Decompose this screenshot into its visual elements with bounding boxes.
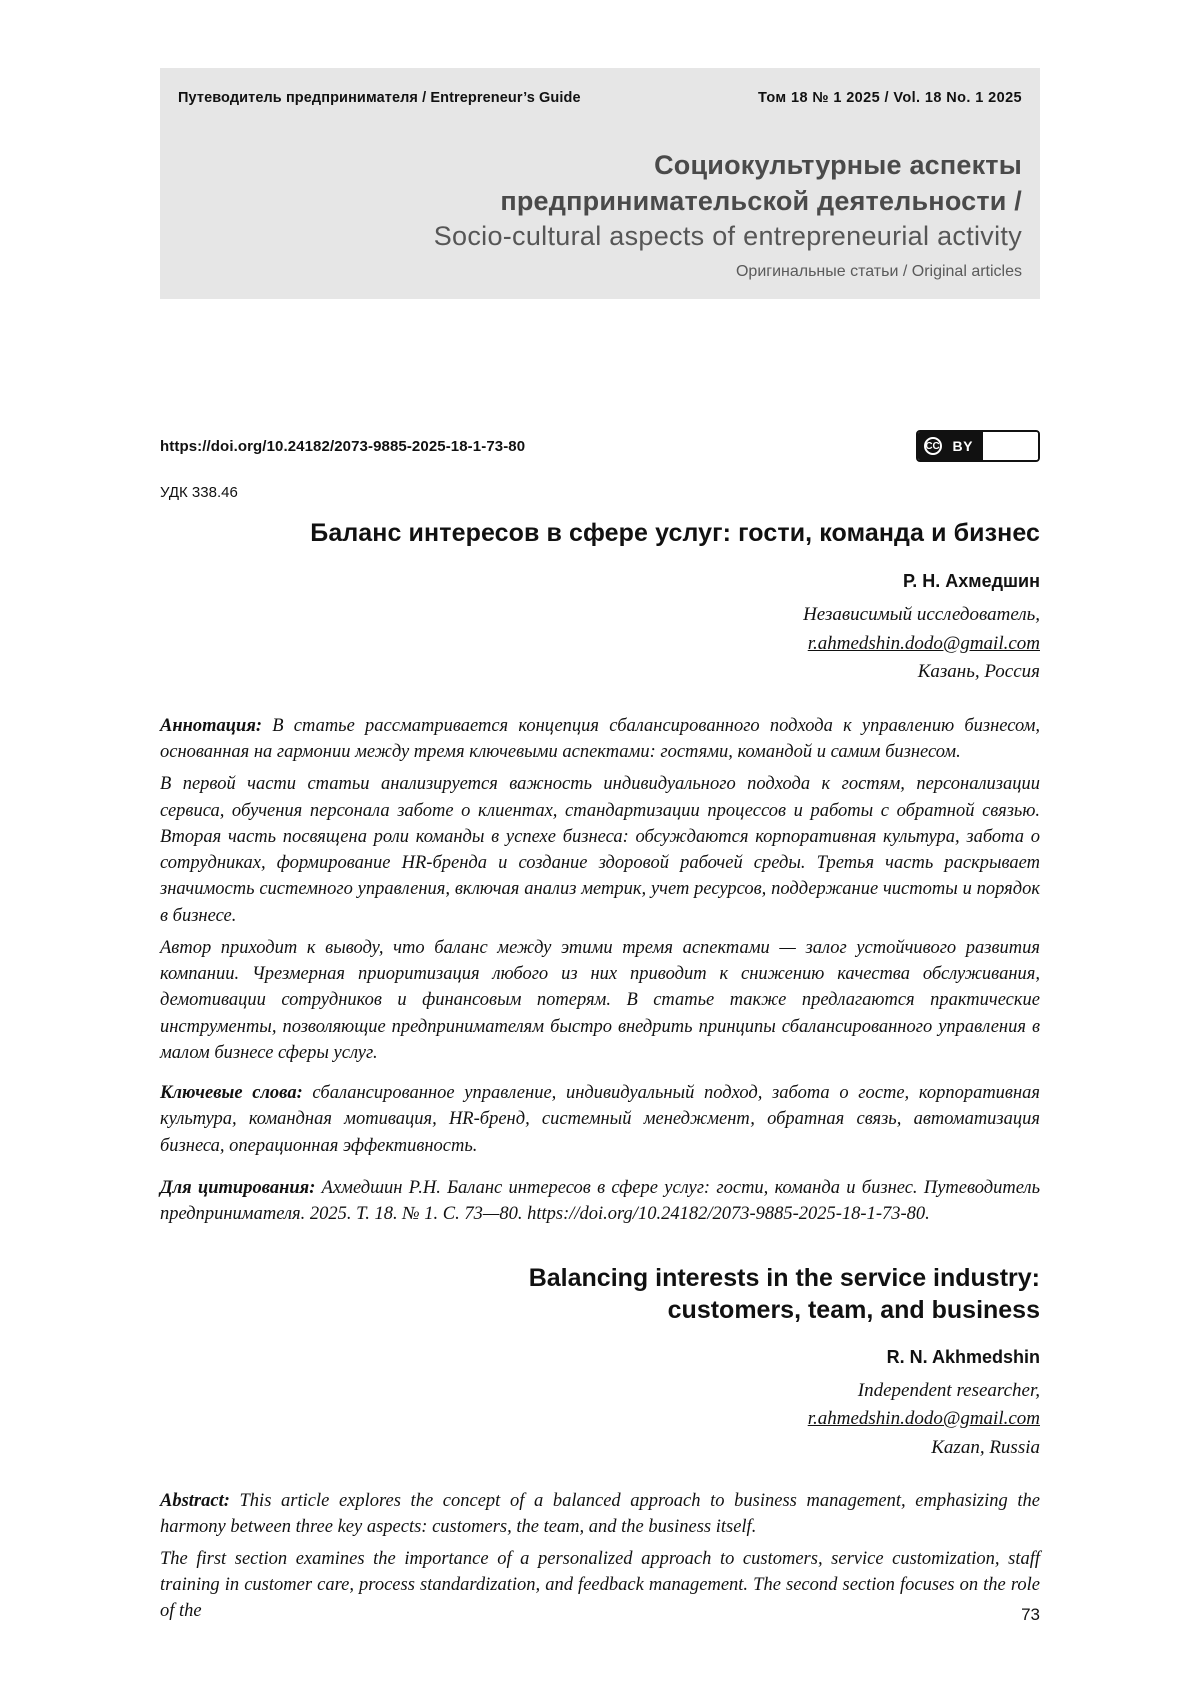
keywords-text-ru: сбалансированное управление, индивидуальный подход, забота о госте, корпоративная культура, командная мотивация, HR-бренд, системный менеджмент, обратная связь, автоматизация бизнеса, операционная эффективность. bbox=[160, 1083, 1040, 1156]
cc-by-label: BY bbox=[951, 432, 983, 460]
abstract-ru-paragraph-2: В первой части статьи анализируется важность индивидуального подхода к гостям, персонализации сервиса, обучения персонала заботе о клиентах, стандартизации процессов и работы с обратной связью. Вторая часть посвящена роли команды в успехе бизнеса: обсуждаются корпоративная культура, забота о сотрудниках, формирование HR-бренда и создание здоровой рабочей среды. Третья часть раскрывает значимость системного управления, включая анализ метрик, учет ресурсов, поддержание чистоты и порядок в бизнесе. bbox=[160, 774, 1040, 926]
author-city-en: Kazan, Russia bbox=[931, 1436, 1040, 1458]
abstract-en-paragraph-1 bbox=[160, 1488, 1040, 1541]
article-title-en-line2: customers, team, and business bbox=[667, 1296, 1040, 1325]
section-heading bbox=[178, 148, 1022, 255]
abstract-label-ru: Аннотация: bbox=[160, 715, 263, 736]
doi-row bbox=[160, 430, 1040, 462]
abstract-ru-text-1: В статье рассматривается концепция сбалансированного подхода к управлению бизнесом, основанная на гармонии между тремя ключевыми аспектами: гостями, командой и самим бизнесом. bbox=[160, 715, 1040, 763]
abstract-label-en: Abstract: bbox=[160, 1491, 230, 1512]
abstract-en bbox=[160, 1488, 1040, 1624]
abstract-en-paragraph-2: The first section examines the importance of a personalized approach to customers, service customization, staff training in customer care, process standardization, and feedback management. The second section focuses on the role of the bbox=[160, 1548, 1040, 1622]
abstract-ru-paragraph-1 bbox=[160, 713, 1040, 766]
author-email-ru[interactable]: r.ahmedshin.dodo@gmail.com bbox=[807, 632, 1040, 654]
affiliation-text-ru: Независимый исследователь, bbox=[803, 604, 1040, 626]
section-heading-en: Socio-cultural aspects of entrepreneurial activity bbox=[433, 221, 1022, 252]
abstract-ru bbox=[160, 713, 1040, 1066]
cc-badge-tail bbox=[983, 432, 1038, 460]
article-title-en-line1: Balancing interests in the service industry: bbox=[528, 1263, 1040, 1292]
abstract-ru-paragraph-3: Автор приходит к выводу, что баланс между этими тремя аспектами — залог устойчивого развития компании. Чрезмерная приоритизация любого из них приводит к снижению качества обслуживания, демотивации сотрудников и финансовым потерям. В статье также предлагаются практические инструменты, позволяющие предпринимателям быстро внедрить принципы сбалансированного управления в малом бизнесе сферы услуг. bbox=[160, 937, 1040, 1063]
udk-code: УДК 338.46 bbox=[160, 484, 238, 501]
cc-circle-label: CC bbox=[924, 437, 942, 455]
article-affiliation-en bbox=[160, 1377, 1040, 1463]
article-author-en: R. N. Akhmedshin bbox=[886, 1346, 1040, 1367]
cc-icon bbox=[918, 432, 951, 460]
article-title-ru: Баланс интересов в сфере услуг: гости, команда и бизнес bbox=[310, 519, 1040, 547]
article-affiliation-ru bbox=[160, 601, 1040, 687]
journal-title: Путеводитель предпринимателя / Entrepreneur’s Guide bbox=[178, 90, 581, 106]
affiliation-text-en: Independent researcher, bbox=[857, 1379, 1040, 1401]
doi-link[interactable]: https://doi.org/10.24182/2073-9885-2025-18-1-73-80 bbox=[160, 437, 526, 455]
journal-header-top bbox=[178, 90, 1022, 106]
abstract-en-text-1: This article explores the concept of a balanced approach to business management, emphasizing the harmony between three key aspects: customers, the team, and the business itself. bbox=[160, 1491, 1040, 1538]
citation-ru bbox=[160, 1175, 1040, 1228]
author-email-en[interactable]: r.ahmedshin.dodo@gmail.com bbox=[807, 1408, 1040, 1430]
section-heading-ru-line1: Социокультурные аспекты bbox=[654, 150, 1022, 180]
article-ru bbox=[160, 518, 1040, 1629]
citation-text-ru: Ахмедшин Р.Н. Баланс интересов в сфере услуг: гости, команда и бизнес. Путеводитель предпринимателя. 2025. Т. 18. № 1. С. 73—80. https://doi.org/10.24182/2073-9885-2025-18-1-73-80. bbox=[160, 1178, 1040, 1225]
creative-commons-badge[interactable] bbox=[916, 430, 1040, 462]
author-city-ru: Казань, Россия bbox=[917, 661, 1040, 683]
article-author-ru: Р. Н. Ахмедшин bbox=[902, 571, 1040, 592]
journal-issue: Том 18 № 1 2025 / Vol. 18 No. 1 2025 bbox=[758, 90, 1022, 106]
keywords-ru bbox=[160, 1080, 1040, 1159]
citation-label-ru: Для цитирования: bbox=[160, 1178, 316, 1198]
section-subtitle: Оригинальные статьи / Original articles bbox=[735, 262, 1022, 280]
article-en bbox=[160, 1262, 1040, 1625]
section-heading-ru-line2: предпринимательской деятельности / bbox=[500, 185, 1022, 216]
page-number: 73 bbox=[1021, 1605, 1040, 1624]
journal-header-band bbox=[160, 68, 1040, 299]
keywords-label-ru: Ключевые слова: bbox=[160, 1083, 303, 1104]
